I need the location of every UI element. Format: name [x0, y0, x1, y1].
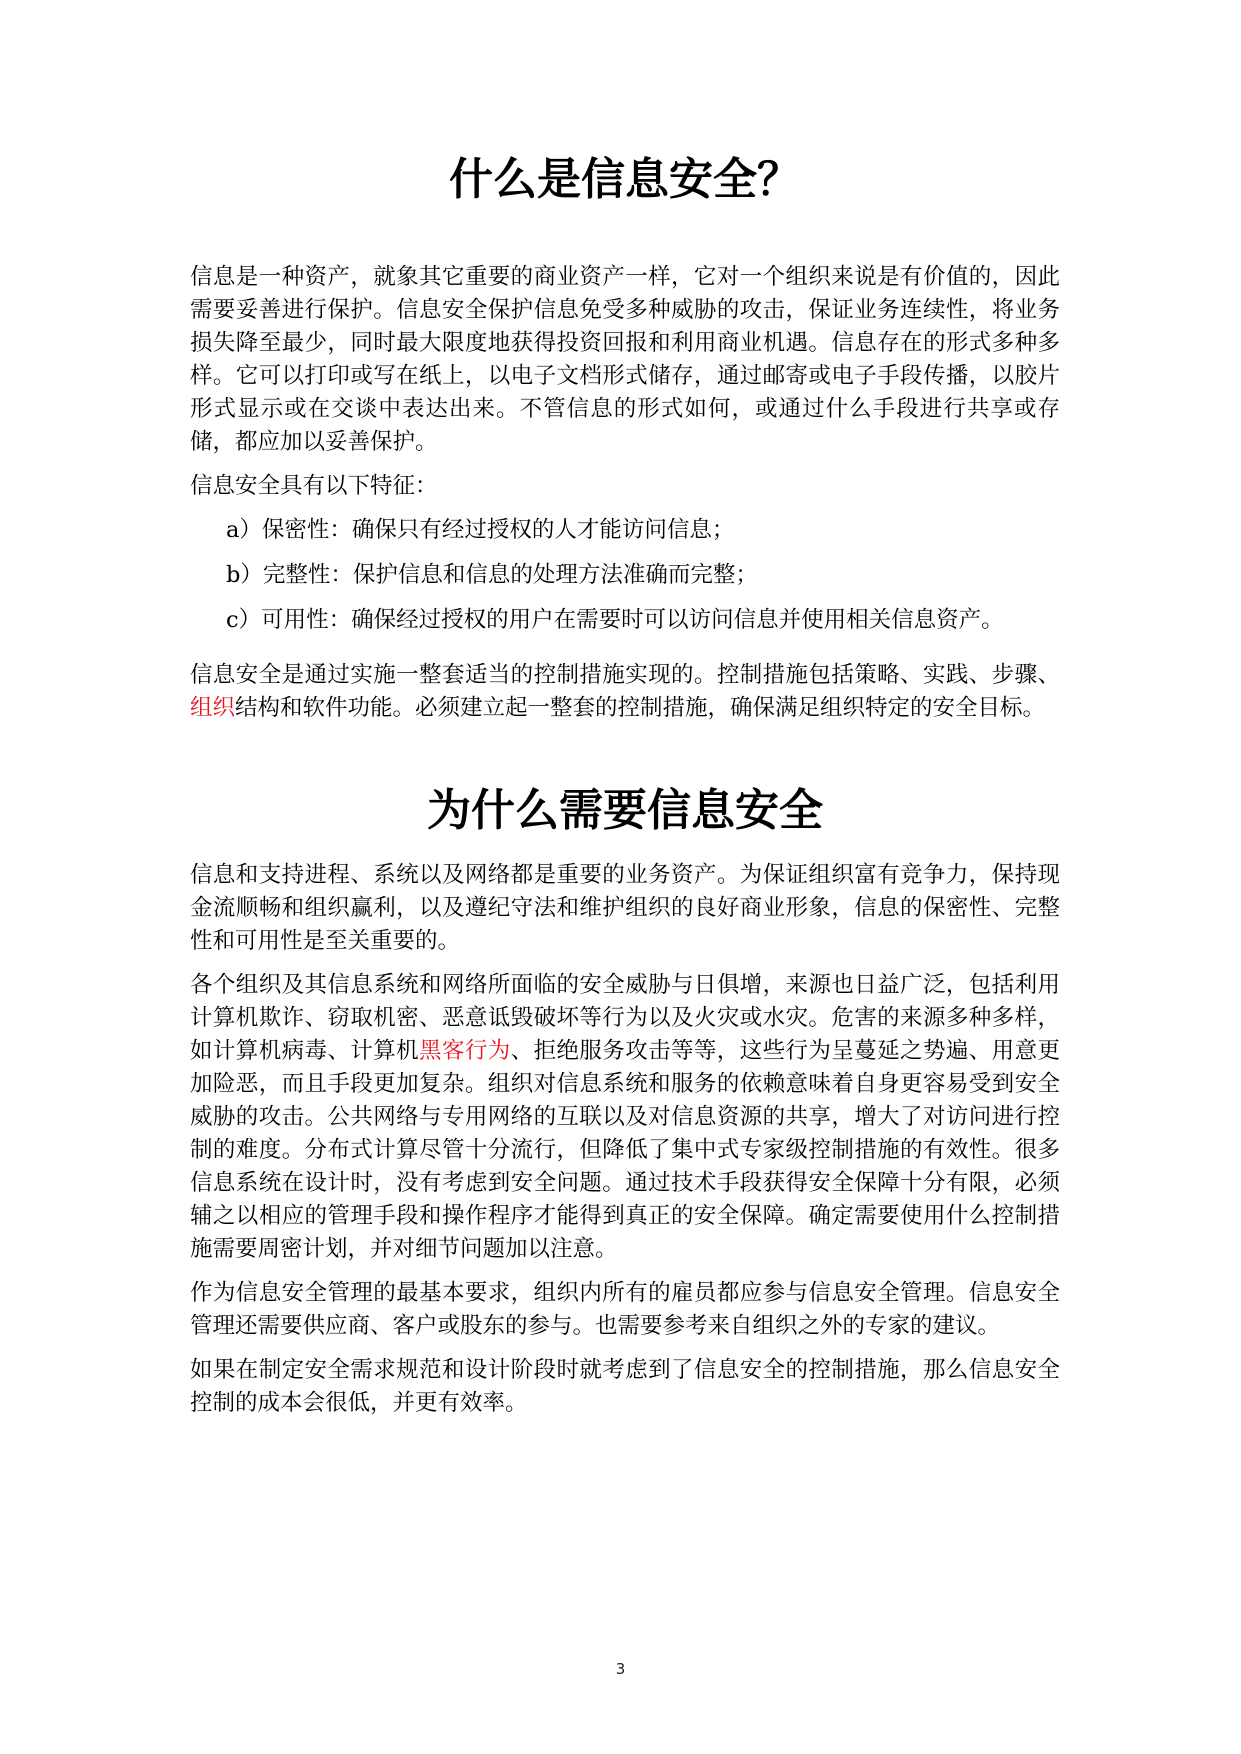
assets-paragraph: 信息和支持进程、系统以及网络都是重要的业务资产。为保证组织富有竞争力，保持现金流顺畅和组织赢利，以及遵纪守法和维护组织的良好商业形象，信息的保密性、完整性和可用性是至关重要的。 — [190, 862, 1060, 954]
threats-paragraph — [190, 969, 1060, 1266]
threats-text-after: 、拒绝服务攻击等等，这些行为呈蔓延之势遍、用意更加险恶，而且手段更加复杂。组织对信息系统和服务的依赖意味着自身更容易受到安全威胁的攻击。公共网络与专用网络的互联以及对信息资源的共享，增大了对访问进行控制的难度。分布式计算尽管十分流行，但降低了集中式专家级控制措施的有效性。很多信息系统在设计时，没有考虑到安全问题。通过技术手段获得安全保障十分有限，必须辅之以相应的管理手段和操作程序才能得到真正的安全保障。确定需要使用什么控制措施需要周密计划，并对细节问题加以注意。 — [190, 1038, 1060, 1262]
page-number: 3 — [615, 1660, 626, 1678]
controls-paragraph — [190, 659, 1060, 725]
page-content — [190, 150, 1060, 1431]
feature-item-confidentiality: a）保密性：确保只有经过授权的人才能访问信息； — [226, 517, 735, 543]
feature-item-integrity: b）完整性：保护信息和信息的处理方法准确而完整； — [226, 562, 758, 588]
organization-link[interactable]: 组织 — [190, 695, 236, 721]
hacker-behavior-link[interactable]: 黑客行为 — [419, 1038, 511, 1064]
intro-paragraph: 信息是一种资产，就象其它重要的商业资产一样，它对一个组织来说是有价值的，因此需要妥善进行保护。信息安全保护信息免受多种威胁的攻击，保证业务连续性，将业务损失降至最少，同时最大限度地获得投资回报和利用商业机遇。信息存在的形式多种多样。它可以打印或写在纸上，以电子文档形式储存，通过邮寄或电子手段传播，以胶片形式显示或在交谈中表达出来。不管信息的形式如何，或通过什么手段进行共享或存储，都应加以妥善保护。 — [190, 264, 1060, 455]
controls-text-before: 信息安全是通过实施一整套适当的控制措施实现的。控制措施包括策略、实践、步骤、 — [190, 662, 1060, 688]
features-lead: 信息安全具有以下特征： — [190, 473, 438, 499]
threats-text-before: 各个组织及其信息系统和网络所面临的安全威胁与日俱增，来源也日益广泛，包括利用计算机欺诈、窃取机密、恶意诋毁破坏等行为以及火灾或水灾。危害的来源多种多样，如计算机病毒、计算机 — [190, 972, 1060, 1064]
section-title-what-is-infosec: 什么是信息安全？ — [449, 154, 801, 205]
feature-item-availability: c）可用性：确保经过授权的用户在需要时可以访问信息并使用相关信息资产。 — [226, 607, 1004, 633]
section-title-why-infosec: 为什么需要信息安全 — [427, 785, 823, 836]
controls-text-after: 结构和软件功能。必须建立起一整套的控制措施，确保满足组织特定的安全目标。 — [235, 695, 1046, 721]
employees-paragraph: 作为信息安全管理的最基本要求，组织内所有的雇员都应参与信息安全管理。信息安全管理还需要供应商、客户或股东的参与。也需要参考来自组织之外的专家的建议。 — [190, 1280, 1060, 1339]
cost-paragraph: 如果在制定安全需求规范和设计阶段时就考虑到了信息安全的控制措施，那么信息安全控制的成本会很低，并更有效率。 — [190, 1357, 1060, 1416]
features-list — [190, 514, 1060, 637]
